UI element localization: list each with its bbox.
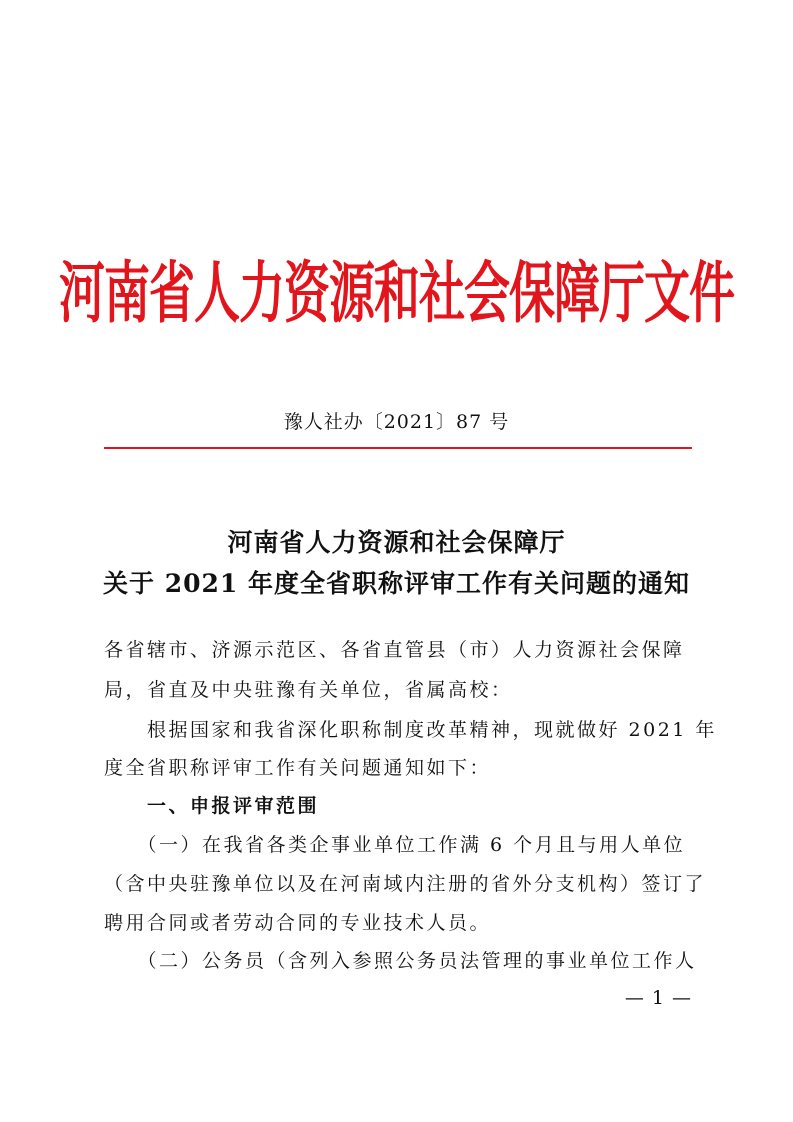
document-masthead <box>0 238 793 348</box>
masthead-text: 河南省人力资源和社会保障厅文件 <box>59 253 734 333</box>
body-line-intro-1: 根据国家和我省深化职称制度改革精神，现就做好 2021 年 <box>104 719 717 741</box>
document-title-line-1: 河南省人力资源和社会保障厅 <box>227 528 566 557</box>
body-line-item1-3: 聘用合同或者劳动合同的专业技术人员。 <box>104 912 492 934</box>
body-line-item2-1: （二）公务员（含列入参照公务员法管理的事业单位工作人 <box>104 950 697 972</box>
section-heading-scope: 一、申报评审范围 <box>104 795 320 817</box>
body-line-item1-2: （含中央驻豫单位以及在河南域内注册的省外分支机构）签订了 <box>104 873 707 895</box>
body-line-item1-1: （一）在我省各类企事业单位工作满 6 个月且与用人单位 <box>104 834 686 856</box>
body-line-recipients-2: 局，省直及中央驻豫有关单位，省属高校： <box>104 679 513 701</box>
body-line-recipients-1: 各省辖市、济源示范区、各省直管县（市）人力资源社会保障 <box>104 639 685 661</box>
page-number: — 1 — <box>624 987 692 1009</box>
document-number: 豫人社办〔2021〕87 号 <box>283 411 510 433</box>
document-title-line-2: 关于 2021 年度全省职称评审工作有关问题的通知 <box>103 569 690 598</box>
body-line-intro-2: 度全省职称评审工作有关问题通知如下： <box>104 757 492 779</box>
red-divider-line <box>104 447 692 449</box>
